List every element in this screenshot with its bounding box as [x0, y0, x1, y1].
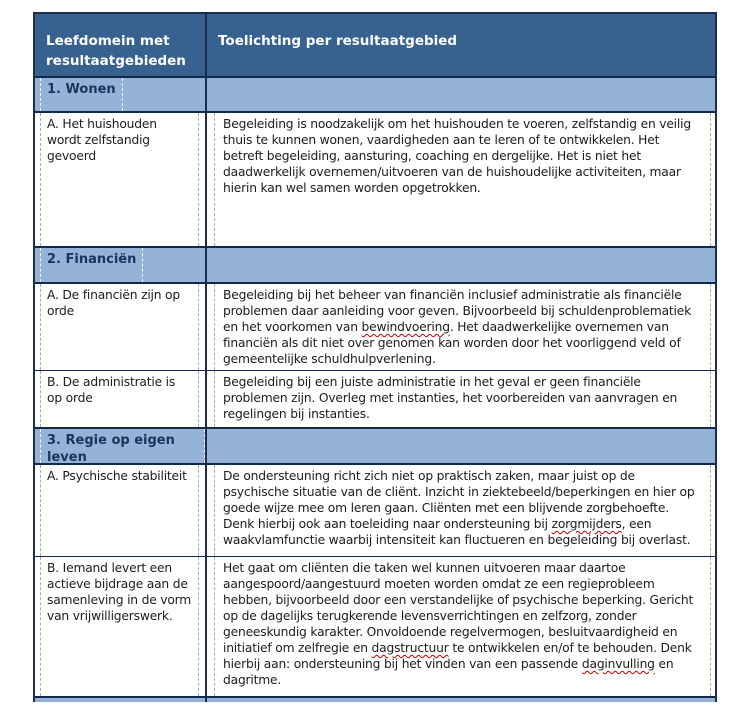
toelichting-text: [214, 113, 711, 246]
misspelled-word: dagstructuur: [371, 641, 449, 655]
result-area-cell-financien-a: [35, 284, 207, 370]
toelichting-cell-wonen-a: [207, 113, 715, 246]
table-header-row: [35, 14, 715, 78]
section-title-wonen: 1. Wonen: [40, 78, 123, 111]
table-row-financien-a: [35, 284, 715, 371]
misspelled-word: zorgmijders: [551, 517, 622, 531]
section-row-wonen: [35, 78, 715, 113]
section-title-financien: 2. Financiën: [40, 248, 143, 282]
text-segment: Begeleiding bij een juiste administratie in het geval er geen financiële problemen zijn. Overleg met instanties, het voorbereiden van aanvragen en regelingen bij instanties.: [223, 375, 678, 421]
text-segment: . Het daadwerkelijke overnemen van financiën als dit niet over genomen kan worden door het voorliggend veld of gemeentelijke schuldhulpverlening.: [223, 320, 681, 366]
section-title-cell-financien: [35, 248, 207, 282]
result-area-label: B. Iemand levert een actieve bijdrage aan de samenleving in de vorm van vrijwilligerswerk.: [40, 557, 199, 696]
toelichting-cell-financien-a: [207, 284, 715, 370]
section-row-financien: [35, 248, 715, 284]
toelichting-cell-regie-b: [207, 557, 715, 696]
text-segment: te ontwikkelen en/of te behouden. Denk hierbij aan: ondersteuning bij het vinden van een passende: [223, 641, 692, 671]
section-title-cell-wonen: [35, 78, 207, 111]
result-area-label: A. Psychische stabiliteit: [40, 465, 199, 556]
section-title-cell-regie: [35, 429, 207, 463]
column-header-toelichting: Toelichting per resultaatgebied: [218, 33, 458, 49]
next-section-cell-left: [35, 698, 207, 702]
text-segment: , een waakvlamfunctie waarbij intensiteit kan fluctueren en begeleiding bij overlast.: [223, 517, 691, 547]
table-row-regie-a: [35, 465, 715, 557]
next-section-cell-right: [207, 698, 715, 702]
misspelled-word: bewindvoering: [361, 320, 450, 334]
column-header-leefdomein: Leefdomein met resultaatgebieden: [35, 14, 207, 76]
toelichting-text: [214, 371, 711, 427]
text-segment: De ondersteuning richt zich niet op praktisch zaken, maar juist op de psychische situatie van de cliënt. Inzicht in ziektebeeld/beperkingen en hier op goede wijze mee om leren gaan. Cliënten met een blijvende zorgbehoefte. Denk hierbij ook aan toeleiding naar ondersteuning bij: [223, 469, 695, 531]
section-title-regie: 3. Regie op eigen leven: [40, 429, 205, 463]
text-segment: Begeleiding is noodzakelijk om het huishouden te voeren, zelfstandig en veilig thuis te kunnen wonen, vaardigheden aan te leren of te ontwikkelen. Het betreft begeleiding, aansturing, coaching en dergelijke. Het is niet het daadwerkelijk overnemen/uitvoeren van de huishoudelijke activiteiten, maar hierin kan wel samen worden opgetrokken.: [223, 117, 691, 195]
table-row-financien-b: [35, 371, 715, 429]
result-area-label: B. De administratie is op orde: [40, 371, 199, 427]
toelichting-text: [214, 284, 711, 370]
section-empty-cell-regie: [207, 429, 715, 463]
text-segment: Het gaat om cliënten die taken wel kunnen uitvoeren maar daartoe aangespoord/aangestuurd moeten worden omdat ze een regieprobleem hebben, bijvoorbeeld door een verstandelijke of psychische beperking. Gericht op de dagelijks terugkerende levensverrichtingen en zelfzorg, zonder geneeskundig karakter. Onvoldoende regelvermogen, besluitvaardigheid en initiatief om zelfregie en: [223, 561, 694, 655]
leefdomein-table: [33, 12, 717, 702]
table-row-wonen-a: [35, 113, 715, 248]
result-area-cell-regie-a: [35, 465, 207, 556]
result-area-cell-financien-b: [35, 371, 207, 427]
result-area-label: A. Het huishouden wordt zelfstandig gevoerd: [40, 113, 199, 246]
result-area-cell-wonen-a: [35, 113, 207, 246]
result-area-label: A. De financiën zijn op orde: [40, 284, 199, 370]
next-section-row-cutoff: [35, 698, 715, 702]
toelichting-cell-financien-b: [207, 371, 715, 427]
toelichting-text: [214, 465, 711, 556]
section-row-regie: [35, 429, 715, 465]
text-segment: en dagritme.: [223, 657, 674, 687]
toelichting-text: [214, 557, 711, 696]
text-segment: Begeleiding bij het beheer van financiën inclusief administratie als financiële problemen daar aanleiding voor geven. Bijvoorbeeld bij schuldenproblematiek en het voorkomen van: [223, 288, 692, 334]
section-empty-cell-wonen: [207, 78, 715, 111]
table-row-regie-b: [35, 557, 715, 698]
misspelled-word: daginvulling: [581, 657, 655, 671]
result-area-cell-regie-b: [35, 557, 207, 696]
toelichting-cell-regie-a: [207, 465, 715, 556]
section-empty-cell-financien: [207, 248, 715, 282]
